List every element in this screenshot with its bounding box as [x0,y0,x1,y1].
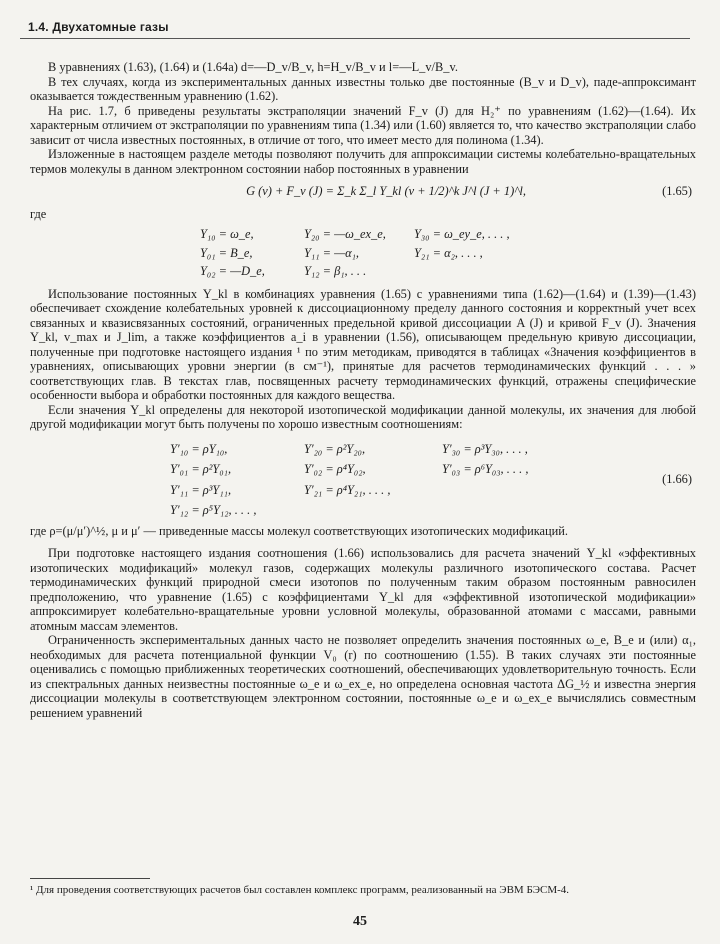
relation-cell: Y′₁₀ = ρY₁₀, [170,441,228,456]
relation-cell [442,503,592,518]
relation-cell: Y′₂₀ = ρ²Y₂₀, [304,441,366,456]
constant-cell: Y₁₂ = β₁, . . . [304,264,367,278]
footnote-rule [30,878,150,879]
isotope-relations-grid [170,442,592,518]
paragraph: На рис. 1.7, б приведены результаты экстраполяции значений F_v (J) для H₂⁺ по уравнениям (1.62)—(1.64). Их характерным отличием от экстраполяции по уравнениям типа (1.34) или (1.60) является то, что качество экстраполяции слабо зависит от числа известных постоянных, в отличие от того, что имеет место для полинома (1.34). [30,103,696,147]
constant-cell: Y₃₀ = ω_ey_e, . . . , [414,227,510,241]
page-body [30,60,696,720]
equation-1-65 [30,184,696,199]
relation-cell: Y′₃₀ = ρ³Y₃₀, . . . , [442,441,528,456]
equation-formula: G (v) + F_v (J) = Σ_k Σ_l Y_kl (v + 1/2)^k J^l (J + 1)^l, [246,184,526,198]
where-label: где [30,206,47,221]
page-number: 45 [353,914,367,929]
relation-cell: Y′₀₃ = ρ⁶Y₀₃, . . . , [442,462,529,476]
paragraph: В тех случаях, когда из экспериментальных данных известны только две постоянные (B_v и D_v), паде-аппроксимант оказывается тождественным уравнению (1.62). [30,74,696,103]
constants-grid [200,227,696,279]
paragraph: В уравнениях (1.63), (1.64) и (1.64а) d=—D_v/B_v, h=H_v/B_v и l=—L_v/B_v. [48,60,458,74]
header-rule [20,38,690,39]
running-header: 1.4. Двухатомные газы [28,20,169,34]
paragraph: Использование постоянных Y_kl в комбинациях уравнения (1.65) с уравнениями типа (1.62)—(1.64) и (1.39)—(1.43) обеспечивает схождение колебательных уровней к диссоциационному пределу данного состояния и корректный учет всех связанных и квазисвязанных состояний, ограниченных предельной кривой диссоциации A (J) и кривой F_v (J). Значения Y_kl, v_max и J_lim, а также коэффициентов a_i в уравнении (1.56), описывающем предельную кривую диссоциации, полученные при подготовке настоящего издания ¹ по этим методикам, приводятся в таблицах «Значения коэффициентов в уравнениях, описывающих уровни энергии (в см⁻¹), принятые для расчетов термодинамических функций . . . » соответствующих глав. В текстах глав, посвященных расчету термодинамических функций, отражены специфические особенности выбора и обработки постоянных для каждого вещества. [30,286,696,402]
relation-cell: Y′₁₂ = ρ⁵Y₁₂, . . . , [170,503,257,517]
constant-cell: Y₀₂ = —D_e, [200,264,265,278]
constant-cell: Y₂₁ = α₂, . . . , [414,245,483,260]
constant-cell: Y₀₁ = B_e, [200,245,253,260]
paragraph: Ограниченность экспериментальных данных часто не позволяет определить значения постоянных ω_e, B_e и (или) α₁, необходимых для расчета потенциальной функции V₀ (r) по соотношению (1.55). В таких случаях эти постоянные оценивались с помощью приближенных теоретических соотношений, обеспечивающих удовлетворительную точность. Если из спектральных данных неизвестны постоянные ω_e и ω_ex_e, но определена основная частота ΔG_½ и известна энергия диссоциации молекулы в соответствующем электронном состоянии, постоянные ω_e и ω_ex_e вычислялись совместным решением уравнений [30,633,696,720]
equation-number: (1.65) [662,184,692,198]
constant-cell: Y₁₀ = ω_e, [200,227,254,241]
relation-cell: Y′₁₁ = ρ³Y₁₁, [170,482,232,497]
paragraph: При подготовке настоящего издания соотношения (1.66) использовались для расчета значений Y_kl «эффективных изотопических модификаций» молекул газов, содержащих молекулы различного изотопического состава. Расчет термодинамических функций природной смеси изотопов по полученным таким образом постоянным равносилен предположению, что уравнение (1.65) с коэффициентами Y_kl для «эффективной изотопической модификации» аппроксимирует колебательно-вращательные уровни условной молекулы, образованной атомами с массами, равными атомным массам элементов. [30,546,696,633]
relation-cell [442,483,592,498]
relation-cell: Y′₀₁ = ρ²Y₀₁, [170,462,232,476]
paragraph: Если значения Y_kl определены для некоторой изотопической модификации данной молекулы, их значения для любой другой модификации могут быть получены по хорошо известным соотношениям: [30,402,696,431]
equation-1-66 [30,442,696,518]
equation-number: (1.66) [662,472,692,487]
constant-cell: Y₂₀ = —ω_ex_e, [304,227,386,241]
paragraph: Изложенные в настоящем разделе методы позволяют получить для аппроксимации системы колебательно-вращательных термов молекулы в данном электронном состоянии набор постоянных в уравнении [30,147,696,176]
relation-cell: Y′₂₁ = ρ⁴Y₂₁, . . . , [304,482,391,497]
footnote: ¹ Для проведения соответствующих расчетов был составлен комплекс программ, реализованный на ЭВМ БЭСМ-4. [30,884,570,896]
constant-cell: Y₁₁ = —α₁, [304,245,359,260]
relation-cell [304,503,442,518]
paragraph: где ρ=(μ/μ′)^½, μ и μ′ — приведенные массы молекул соответствующих изотопических модификаций. [30,523,569,538]
relation-cell: Y′₀₂ = ρ⁴Y₀₂, [304,462,366,476]
constant-cell [414,264,564,279]
